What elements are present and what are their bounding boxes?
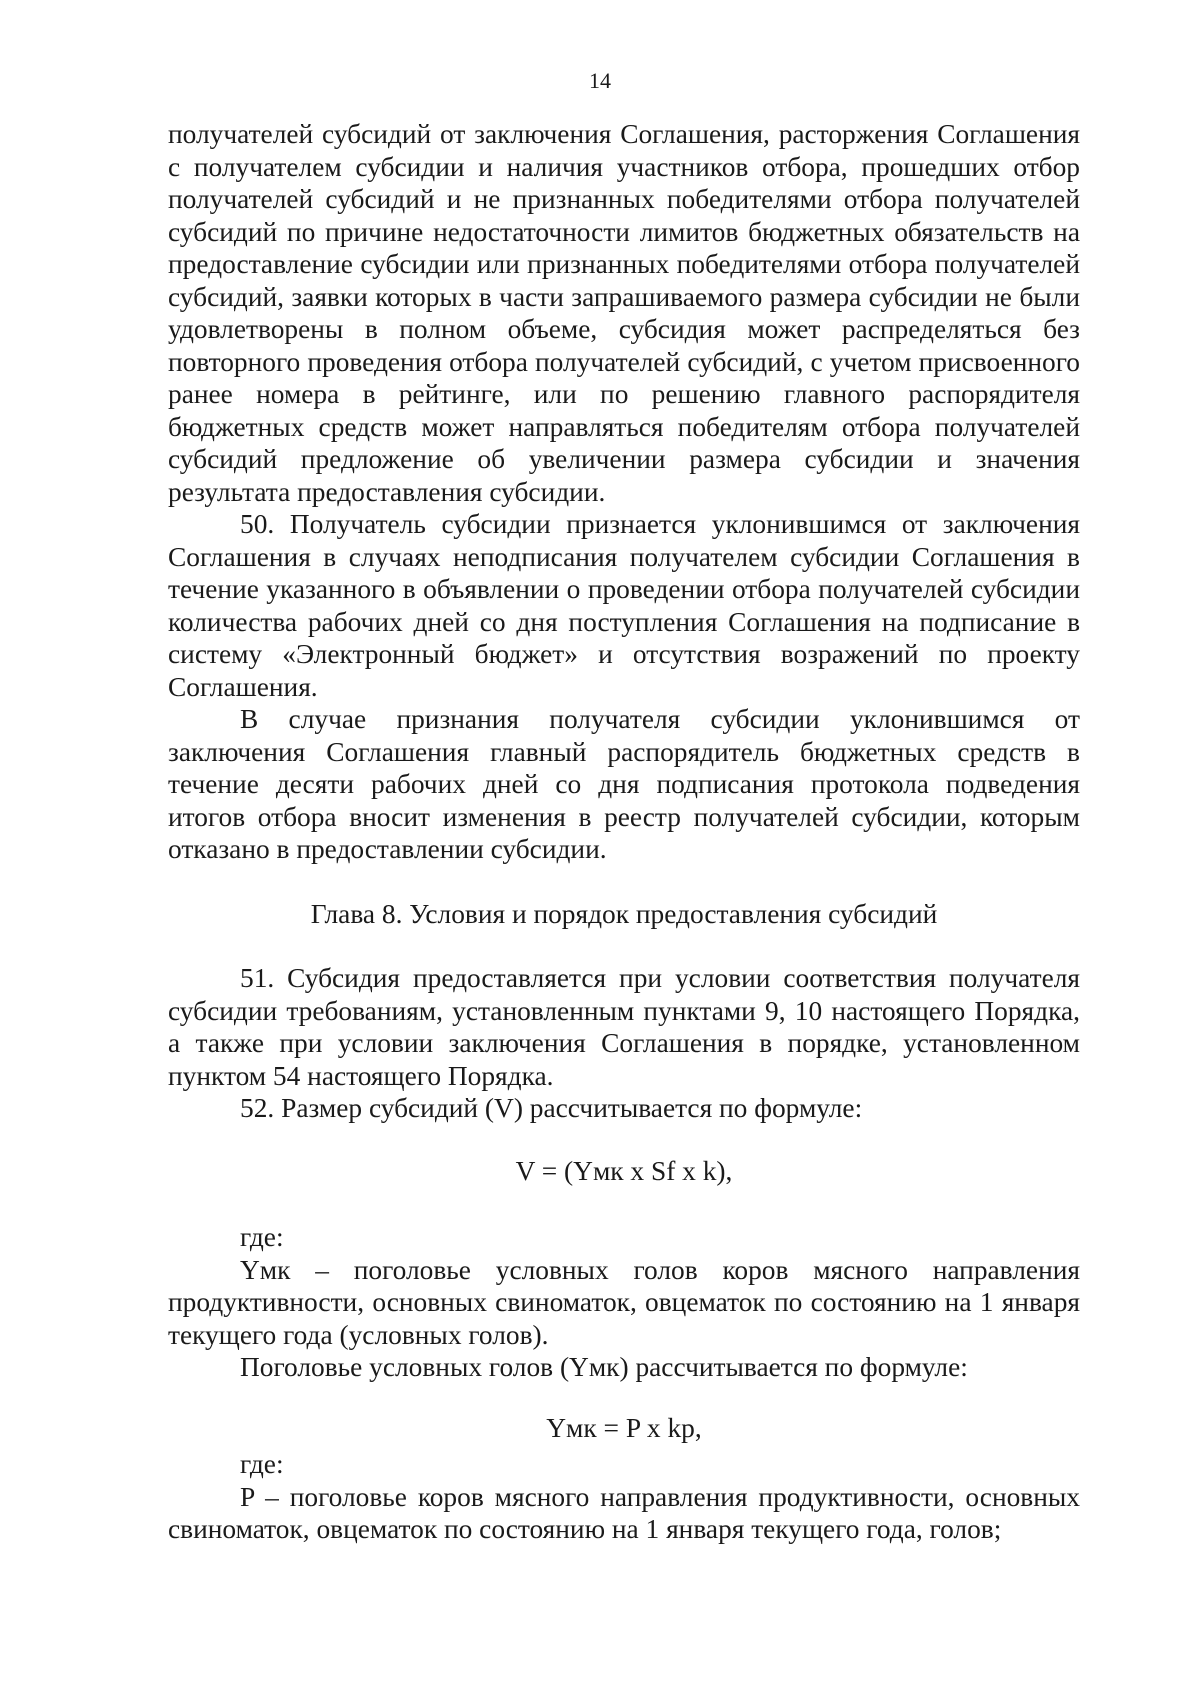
formula-subsidy: V = (Yмк x Sf x k), bbox=[515, 1155, 733, 1186]
where-label-2: где: bbox=[240, 1449, 284, 1479]
definition-p: P – поголовье коров мясного направления продуктивности, основных свиноматок, овцематок по состоянию на 1 января текущего года, голов; bbox=[168, 1481, 1080, 1544]
paragraph-continuation: получателей субсидий от заключения Соглашения, расторжения Соглашения с получателем субсидии и наличия участников отбора, прошедших отбор получателей субсидий и не признанных победителями отбора получателей субсидий по причине недостаточности лимитов бюджетных обязательств на предоставление субсидии или признанных победителями отбора получателей субсидий, заявки которых в части запрашиваемого размера субсидии не были удовлетворены в полном объеме, субсидия может распределяться без повторного проведения отбора получателей субсидий, с учетом присвоенного ранее номера в рейтинге, или по решению главного распорядителя бюджетных средств может направляться победителям отбора получателей субсидий предложение об увеличении размера субсидии и значения результата предоставления субсидии. bbox=[168, 119, 1080, 507]
paragraph-50-second: В случае признания получателя субсидии уклонившимся от заключения Соглашения главный распорядитель бюджетных средств в течение десяти рабочих дней со дня подписания протокола подведения итогов отбора вносит изменения в реестр получателей субсидии, которым отказано в предоставлении субсидии. bbox=[168, 704, 1080, 864]
definition-ymk: Yмк – поголовье условных голов коров мясного направления продуктивности, основных свиноматок, овцематок по состоянию на 1 января текущего года (условных голов). bbox=[168, 1254, 1080, 1350]
paragraph-52: 52. Размер субсидий (V) рассчитывается по формуле: bbox=[240, 1093, 863, 1123]
where-label-1: где: bbox=[240, 1222, 284, 1252]
paragraph-50: 50. Получатель субсидии признается уклонившимся от заключения Соглашения в случаях неподписания получателем субсидии Соглашения в течение указанного в объявлении о проведении отбора получателей субсидии количества рабочих дней со дня поступления Соглашения на подписание в систему «Электронный бюджет» и отсутствия возражений по проекту Соглашения. bbox=[168, 509, 1080, 702]
formula-ymk: Yмк = P x kp, bbox=[546, 1412, 702, 1443]
paragraph-51: 51. Субсидия предоставляется при условии соответствия получателя субсидии требованиям, установленным пунктами 9, 10 настоящего Порядка, а также при условии заключения Соглашения в порядке, установленном пунктом 54 настоящего Порядка. bbox=[168, 963, 1080, 1091]
chapter-title: Глава 8. Условия и порядок предоставления субсидий bbox=[310, 898, 938, 929]
page-number: 14 bbox=[589, 68, 611, 93]
paragraph-ymk-formula: Поголовье условных голов (Yмк) рассчитывается по формуле: bbox=[240, 1352, 968, 1382]
document-body bbox=[168, 118, 1080, 1546]
